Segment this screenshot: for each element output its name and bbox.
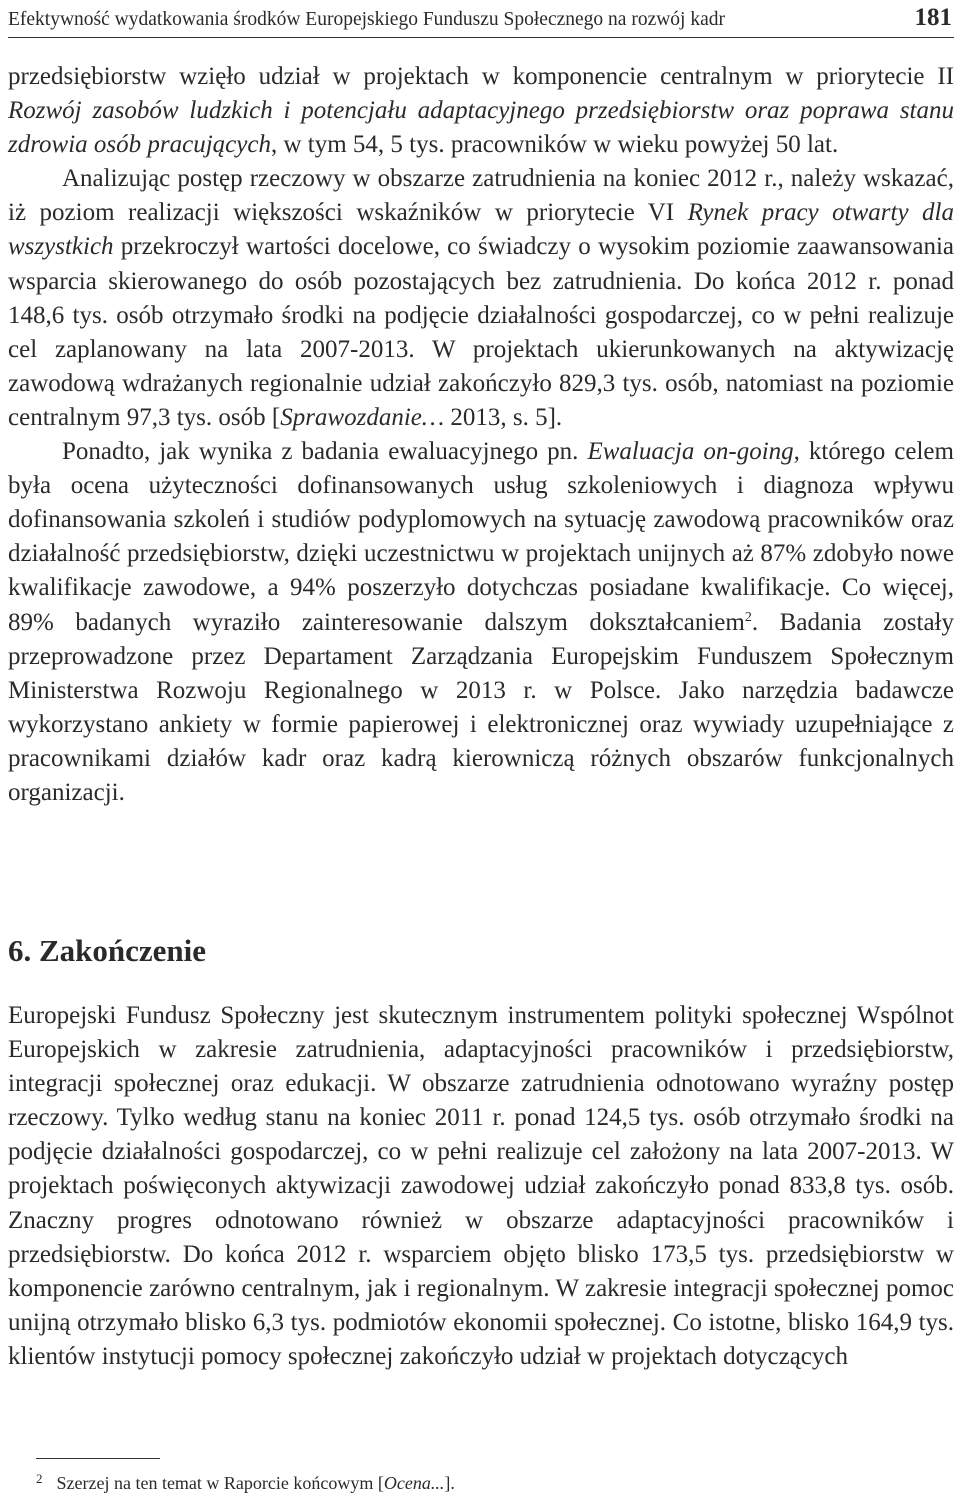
footnote-number: 2 xyxy=(36,1471,43,1486)
footnote-text-end: ]. xyxy=(444,1473,455,1493)
running-header-title: Efektywność wydatkowania środków Europejskiego Funduszu Społecznego na rozwój kadr xyxy=(8,9,725,30)
priority-name-italic: Rynek pracy otwarty dla wszystkich xyxy=(8,199,954,261)
paragraph-3-text-mid: którego celem była ocena użyteczności dofinansowanych usług szkoleniowych i diagnoza wpływu dofinansowania szkoleń i studiów podyplomowych na sytuację zawodową pracowników oraz działalność przedsiębiorstw, dzięki uczestnictwu w projektach unijnych aż 87% zdobyło nowe kwalifikacje zawodowe, a 94% poszerzyło dotychczas posiadane kwalifikacje. Co więcej, 89% badanych wyraziło zainteresowanie dalszym dokształcaniem xyxy=(8,438,954,636)
footnote-citation-italic: Ocena... xyxy=(383,1473,445,1493)
book-page xyxy=(8,0,954,1493)
paragraph-2-text: Analizując postęp rzeczowy w obszarze zatrudnienia na koniec 2012 r., należy wskazać, iż poziom realizacji większości wskaźników w priorytecie VI xyxy=(8,165,954,227)
evaluation-name-italic: Ewaluacja on-going, xyxy=(587,438,800,466)
paragraph-1 xyxy=(8,60,954,162)
footnote xyxy=(36,1468,455,1494)
paragraph-2-text-end: 2013, s. 5]. xyxy=(444,403,563,431)
section-heading: 6. Zakończenie xyxy=(8,933,207,968)
priority-title-italic: Rozwój zasobów ludzkich i potencjału adaptacyjnego przedsiębiorstw oraz poprawa stanu zdrowia osób pracujących xyxy=(8,97,954,159)
section-paragraph: Europejski Fundusz Społeczny jest skutecznym instrumentem polityki społecznej Wspólnot Europejskich w zakresie zatrudnienia, adaptacyjności pracowników i przedsiębiorstw, integracji społecznej oraz edukacji. W obszarze zatrudnienia odnotowano wyraźny postęp rzeczowy. Tylko według stanu na koniec 2011 r. ponad 124,5 tys. osób otrzymało środki na podjęcie działalności gospodarczej, co w pełni realizuje cel założony na lata 2007-2013. W projektach poświęconych aktywizacji zawodowej udział zakończyło ponad 833,8 tys. osób. Znaczny progres odnotowano również w obszarze adaptacyjności pracowników i przedsiębiorstw. Do końca 2012 r. wsparciem objęto blisko 173,5 tys. przedsiębiorstw w komponencie zarówno centralnym, jak i regionalnym. W zakresie integracji społecznej pomoc unijną otrzymało blisko 6,3 tys. podmiotów ekonomii społecznej. Co istotne, blisko 164,9 tys. klientów instytucji pomocy społecznej zakończyło udział w projektach dotyczących xyxy=(8,1002,954,1370)
page-number: 181 xyxy=(914,4,952,31)
running-header xyxy=(8,4,954,38)
paragraph-3-text: Ponadto, jak wynika z badania ewaluacyjnego pn. xyxy=(62,438,588,466)
paragraph-1-text: przedsiębiorstw wzięło udział w projektach w komponencie centralnym w priorytecie II xyxy=(8,63,954,90)
paragraph-2 xyxy=(8,162,954,435)
paragraph-1-text-end: , w tym 54, 5 tys. pracowników w wieku powyżej 50 lat. xyxy=(270,131,839,159)
footnote-text: Szerzej na ten temat w Raporcie końcowym [ xyxy=(56,1473,384,1493)
footnote-reference[interactable]: 2 xyxy=(744,609,752,625)
paragraph-3 xyxy=(8,435,954,810)
citation-italic: Sprawozdanie… xyxy=(280,403,445,431)
paragraph-2-text-mid: przekroczył wartości docelowe, co świadczy o wysokim poziomie zaawansowania wsparcia skierowanego do osób pozostających bez zatrudnienia. Do końca 2012 r. ponad 148,6 tys. osób otrzymało środki na podjęcie działalności gospodarczej, co w pełni realizuje cel zaplanowany na lata 2007-2013. W projektach ukierunkowanych na aktywizację zawodową wdrażanych regionalnie udział zakończyło 829,3 tys. osób, natomiast na poziomie centralnym 97,3 tys. osób [ xyxy=(8,233,954,431)
footnote-divider xyxy=(36,1458,160,1459)
section-body xyxy=(8,999,954,1374)
paragraph-3-text-end: . Badania zostały przeprowadzone przez Departament Zarządzania Europejskim Funduszem Społecznym Ministerstwa Rozwoju Regionalnego w 2013 r. w Polsce. Jako narzędzia badawcze wykorzystano ankiety w formie papierowej i elektronicznej oraz wywiady uzupełniające z pracownikami działów kadr oraz kadrą kierowniczą różnych obszarów funkcjonalnych organizacji. xyxy=(8,608,954,806)
body-text xyxy=(8,60,954,810)
